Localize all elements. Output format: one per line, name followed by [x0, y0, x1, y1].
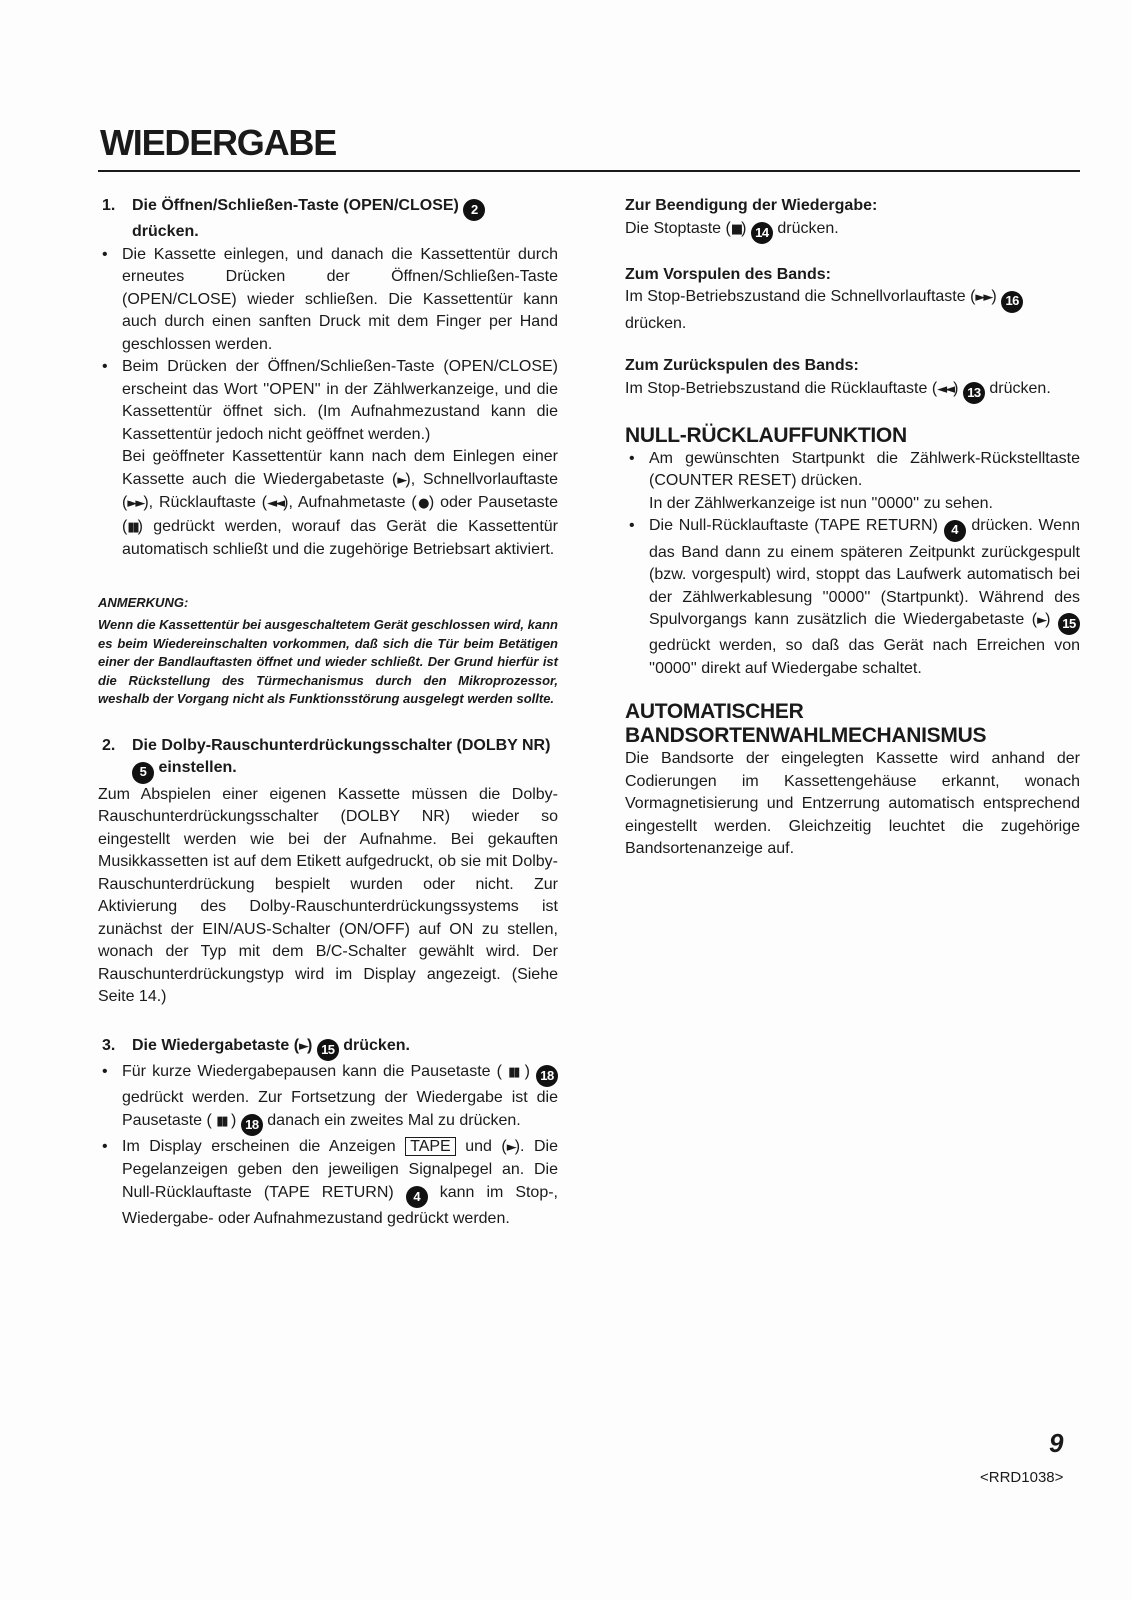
text-run: drücken.	[625, 314, 687, 332]
text-run: )	[953, 379, 959, 397]
bullet-continuation	[122, 446, 558, 562]
text-run: danach ein zweites Mal zu drücken.	[267, 1111, 521, 1129]
step-number: 2.	[102, 736, 116, 754]
fast-forward-text	[625, 286, 1080, 335]
null-return-bullets	[625, 448, 1080, 681]
step-1-heading	[98, 195, 558, 244]
text-run: ) gedrückt werden, worauf das Gerät die Kassettentür automatisch schließt und die zugehörige Betriebsart aktiviert.	[122, 517, 558, 559]
text-run: und (	[465, 1137, 507, 1155]
record-icon: ●	[416, 496, 429, 512]
play-icon: ►	[397, 472, 406, 488]
pause-icon: ▮▮	[508, 1064, 519, 1080]
list-item	[625, 448, 1080, 516]
callout-badge: 4	[406, 1186, 428, 1208]
text-run: Die Null-Rücklauftaste (TAPE RETURN)	[649, 517, 938, 535]
text-run: )	[991, 288, 997, 306]
text-run: )	[1045, 611, 1051, 628]
step-2-body: Zum Abspielen einer eigenen Kassette müssen die Dolby-Rauschunterdrückungsschalter (DOLBY NR) wieder so eingestellt werden wie bei der Aufnahme. Bei gekauften Musikkassetten ist auf dem Etikett aufgedruckt, ob sie mit Dolby-Rauschunterdrückung bespielt wurden oder nicht. Zur Aktivierung des Dolby-Rauschunterdrückungssystems ist zunächst der EIN/AUS-Schalter (ON/OFF) auf ON zu stellen, wonach der Typ mit dem B/C-Schalter gewählt wird. Der Rauschunterdrückungstyp wird im Display angezeigt. (Siehe Seite 14.)	[98, 785, 558, 1005]
callout-badge: 18	[536, 1065, 558, 1087]
step-number: 1.	[102, 197, 116, 214]
text-run: )	[231, 1111, 237, 1129]
play-icon: ►	[299, 1038, 308, 1054]
text-run: kann im Stop-, Wiedergabe- oder Aufnahmezustand gedrückt werden.	[122, 1183, 559, 1227]
pause-icon: ▮▮	[216, 1113, 227, 1129]
step-text: Die Wiedergabetaste (	[132, 1036, 300, 1054]
callout-badge: 18	[241, 1114, 263, 1136]
fast-forward-icon: ►►	[127, 496, 144, 512]
callout-badge: 5	[132, 762, 154, 784]
text-run: drücken. Wenn das Band dann zu einem späteren Zeitpunkt zurückgespult (bzw. vorgespult) wird, stoppt das Laufwerk automatisch bei der Zählwerkablesung ''0000'' (Startpunkt). Während des Spulvorgangs kann zusätzlich die Wiedergabetaste (	[649, 517, 1081, 628]
step-text: Die Öffnen/Schließen-Taste (OPEN/CLOSE)	[132, 197, 459, 214]
text-run: ) oder Pausetaste (	[122, 494, 559, 535]
play-icon: ►	[506, 1139, 515, 1155]
callout-badge: 2	[463, 199, 485, 221]
heading-line: BANDSORTENWAHLMECHANISMUS	[625, 724, 987, 748]
callout-badge: 14	[751, 222, 773, 244]
page-title: WIEDERGABE	[100, 122, 337, 163]
tape-indicator: TAPE	[405, 1137, 456, 1156]
list-item: • Die Kassette einlegen, und danach die Kassettentür durch erneutes Drücken der Öffnen/Schließen-Taste (OPEN/CLOSE) wieder schließen. Die Kassettentür kann auch durch einen sanften Druck mit dem Finger per Hand geschlossen werden.	[98, 244, 558, 357]
stop-text	[625, 218, 1080, 244]
step-text: Die Dolby-Rauschunterdrückungsschalter (DOLBY NR)	[132, 736, 551, 754]
right-column	[625, 195, 1080, 861]
rewind-text	[625, 378, 1080, 404]
step-text-cont: einstellen.	[158, 759, 237, 777]
document-code: <RRD1038>	[980, 1469, 1064, 1486]
bullet-text: Am gewünschten Startpunkt die Zählwerk-Rückstelltaste (COUNTER RESET) drücken.	[649, 449, 1080, 490]
auto-tape-body: Die Bandsorte der eingelegten Kassette wird anhand der Codierungen im Kassettengehäuse erkannt, wonach Vormagnetisierung und Entzerrung automatisch entsprechend eingestellt werden. Gleichzeitig leuchtet die zugehörige Bandsortenanzeige auf.	[625, 750, 1080, 858]
text-run: ), Aufnahmetaste (	[283, 494, 417, 512]
callout-badge: 16	[1001, 291, 1023, 313]
bullet-continuation: In der Zählwerkanzeige ist nun ''0000'' zu sehen.	[649, 494, 993, 512]
fast-forward-heading: Zum Vorspulen des Bands:	[625, 265, 831, 283]
section-heading-auto-tape	[625, 700, 1080, 748]
stop-icon: ■	[730, 221, 742, 237]
step-1-bullets	[98, 244, 558, 562]
rewind-heading: Zum Zurückspulen des Bands:	[625, 357, 859, 374]
list-item	[98, 1136, 558, 1231]
text-run: Im Display erscheinen die Anzeigen	[122, 1137, 396, 1155]
play-icon: ►	[1037, 613, 1046, 628]
note-text: Wenn die Kassettentür bei ausgeschaltetem Gerät geschlossen wird, kann es beim Wiedereinschalten vorkommen, daß sich die Tür beim Betätigen einer der Bandlauftasten öffnet und wieder schließt. Der Grund hierfür ist die Rückstellung des Türmechanismus durch den Mikroprozessor, weshalb der Vorgang nicht als Funktionsstörung ausgelegt werden sollte.	[98, 617, 558, 707]
step-text-cont: drücken.	[343, 1036, 410, 1054]
rewind-icon: ◄◄	[937, 381, 954, 397]
text-run: Die Stoptaste (	[625, 219, 731, 237]
step-3-bullets	[98, 1061, 558, 1231]
callout-badge: 15	[317, 1039, 339, 1061]
fast-forward-icon: ►►	[975, 290, 992, 306]
text-run: ). Die Pegelanzeigen geben den jeweiligen Signalpegel an. Die Null-Rücklauftaste (TAPE RETURN)	[122, 1137, 558, 1201]
text-run: gedrückt werden. Zur Fortsetzung der Wiedergabe ist die Pausetaste (	[122, 1089, 558, 1129]
step-text-cont: drücken.	[132, 223, 199, 241]
step-2-heading	[98, 735, 558, 784]
text-run: Bei geöffneter Kassettentür kann nach dem Einlegen einer Kassette auch die Wiedergabetaste (	[122, 448, 558, 488]
step-3-heading	[98, 1035, 558, 1061]
text-run: )	[307, 1036, 313, 1054]
callout-badge: 15	[1058, 613, 1080, 635]
text-run: )	[524, 1062, 530, 1080]
stop-heading: Zur Beendigung der Wiedergabe:	[625, 197, 878, 214]
text-run: )	[741, 219, 747, 237]
text-run: ), Schnellvorlauftaste (	[122, 470, 559, 512]
section-heading-null-return: NULL-RÜCKLAUFFUNKTION	[625, 423, 907, 447]
callout-badge: 13	[963, 382, 985, 404]
bullet-text: Beim Drücken der Öffnen/Schließen-Taste (OPEN/CLOSE) erscheint das Wort ''OPEN'' in der Zählwerkanzeige, und die Kassettentür öffnet sich. (Im Aufnahmezustand kann die Kassettentür jedoch nicht geöffnet werden.)	[122, 358, 558, 443]
heading-line: AUTOMATISCHER	[625, 700, 804, 724]
text-run: Im Stop-Betriebszustand die Schnellvorlauftaste (	[625, 288, 976, 306]
title-divider	[98, 170, 1080, 172]
pause-icon: ▮▮	[127, 519, 138, 535]
left-column	[98, 195, 558, 1231]
text-run: Für kurze Wiedergabepausen kann die Pausetaste (	[122, 1062, 502, 1080]
rewind-icon: ◄◄	[267, 496, 284, 512]
text-run: ), Rücklauftaste (	[143, 494, 268, 512]
page-number: 9	[1049, 1428, 1064, 1458]
list-item	[98, 1061, 558, 1136]
text-run: gedrückt werden, so daß das Gerät nach Erreichen von ''0000'' direkt auf Wiedergabe schaltet.	[649, 637, 1080, 677]
text-run: drücken.	[777, 219, 839, 237]
list-item	[625, 515, 1080, 680]
step-number: 3.	[102, 1036, 116, 1054]
callout-badge: 4	[944, 520, 966, 542]
text-run: Im Stop-Betriebszustand die Rücklauftaste (	[625, 379, 938, 397]
text-run: drücken.	[989, 379, 1051, 397]
list-item	[98, 356, 558, 562]
note-label: ANMERKUNG:	[98, 594, 189, 610]
